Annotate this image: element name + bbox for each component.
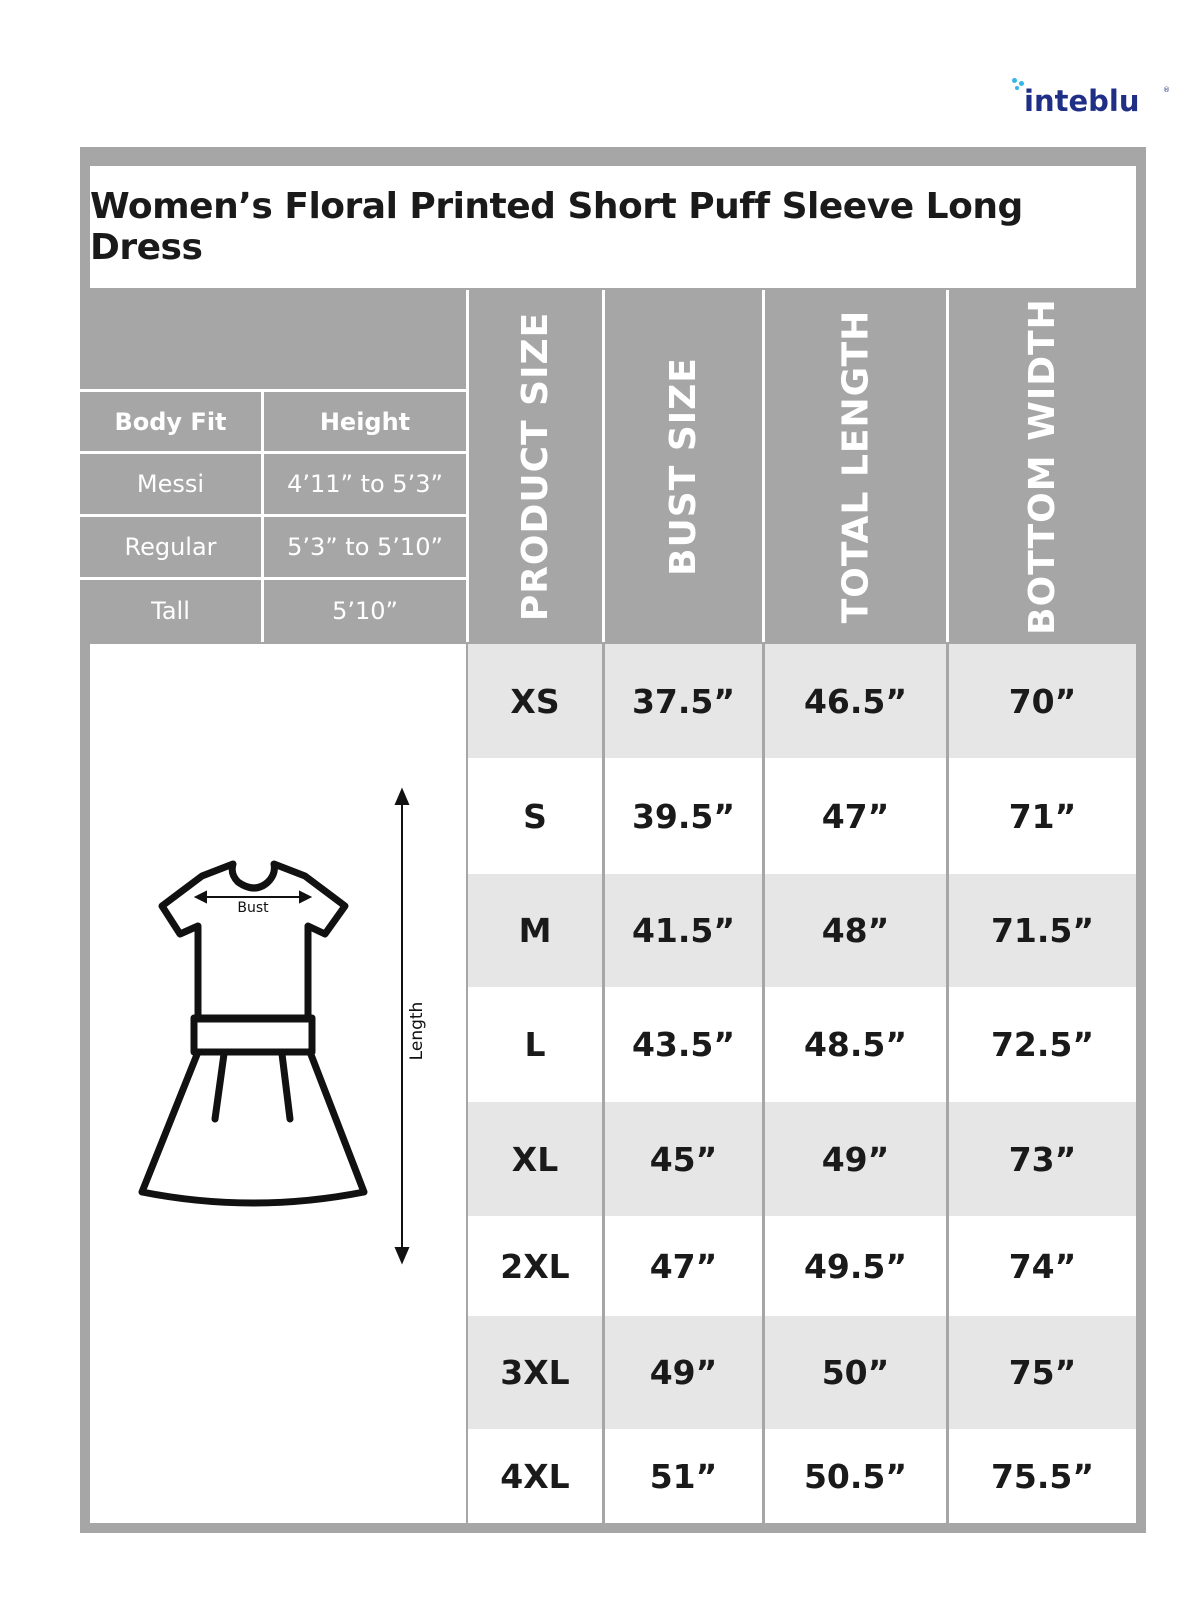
size-cell: XS <box>510 681 560 721</box>
length-cell: 50” <box>821 1353 890 1392</box>
height-tall: 5’10” <box>332 597 398 625</box>
width-cell: 73” <box>1008 1139 1077 1179</box>
size-cell: S <box>523 796 547 836</box>
bust-cell: 51” <box>649 1456 718 1496</box>
width-cell: 70” <box>1008 681 1077 721</box>
length-cell: 49.5” <box>803 1246 908 1286</box>
size-cell: L <box>524 1025 546 1064</box>
width-cell: 75” <box>1008 1353 1077 1392</box>
column-header-total-length <box>765 290 946 642</box>
size-cell: XL <box>511 1139 559 1179</box>
size-row <box>468 1316 1136 1429</box>
column-divider <box>602 644 605 1523</box>
size-row <box>468 758 1136 874</box>
height-regular: 5’3” to 5’10” <box>287 533 443 561</box>
length-cell: 47” <box>821 796 890 836</box>
size-row <box>468 1429 1136 1523</box>
total-length-label: TOTAL LENGTH <box>835 309 876 623</box>
size-row <box>468 1102 1136 1216</box>
height-header: Height <box>319 407 411 436</box>
width-cell: 71” <box>1008 796 1077 836</box>
dress-illustration <box>90 644 466 1523</box>
bust-size-label: BUST SIZE <box>663 356 704 576</box>
width-cell: 72.5” <box>990 1025 1095 1064</box>
bust-cell: 45” <box>649 1139 718 1179</box>
size-row <box>468 644 1136 758</box>
length-label: Length <box>407 1001 427 1061</box>
brand-name: inteblu <box>1024 84 1140 118</box>
size-row <box>468 874 1136 987</box>
bust-cell: 43.5” <box>631 1025 736 1064</box>
bust-cell: 49” <box>649 1353 718 1392</box>
column-divider <box>762 644 765 1523</box>
size-cell: 4XL <box>500 1456 570 1496</box>
bottom-width-label: BOTTOM WIDTH <box>1022 297 1063 635</box>
bust-cell: 47” <box>649 1246 718 1286</box>
column-header-bottom-width <box>949 290 1136 642</box>
width-cell: 74” <box>1008 1246 1077 1286</box>
size-cell: 2XL <box>500 1246 570 1286</box>
length-cell: 48” <box>821 911 890 950</box>
brand-logo <box>1010 78 1170 128</box>
width-cell: 75.5” <box>990 1456 1095 1496</box>
body-fit-header: Body Fit <box>114 407 227 436</box>
fit-regular: Regular <box>124 533 217 561</box>
height-messi: 4’11” to 5’3” <box>287 470 443 498</box>
page-title: Women’s Floral Printed Short Puff Sleeve Long Dress <box>90 186 1023 268</box>
bust-cell: 37.5” <box>631 681 736 721</box>
size-cell: 3XL <box>500 1353 570 1392</box>
width-cell: 71.5” <box>990 911 1095 950</box>
size-cell: M <box>518 911 552 950</box>
length-cell: 48.5” <box>803 1025 908 1064</box>
column-header-product-size <box>469 290 602 642</box>
length-cell: 49” <box>821 1139 890 1179</box>
title-box <box>90 166 1136 288</box>
bust-cell: 41.5” <box>631 911 736 950</box>
bust-cell: 39.5” <box>631 796 736 836</box>
fit-messi: Messi <box>136 470 205 498</box>
dress-drawing <box>90 644 466 1523</box>
size-row <box>468 987 1136 1102</box>
product-size-label: PRODUCT SIZE <box>515 311 557 621</box>
length-cell: 50.5” <box>803 1456 908 1496</box>
bust-label: Bust <box>237 900 269 916</box>
length-cell: 46.5” <box>803 681 908 721</box>
column-header-bust-size <box>605 290 762 642</box>
column-divider <box>946 644 949 1523</box>
size-row <box>468 1216 1136 1316</box>
brand-reg-mark: ® <box>1163 86 1170 94</box>
fit-tall: Tall <box>151 597 190 625</box>
